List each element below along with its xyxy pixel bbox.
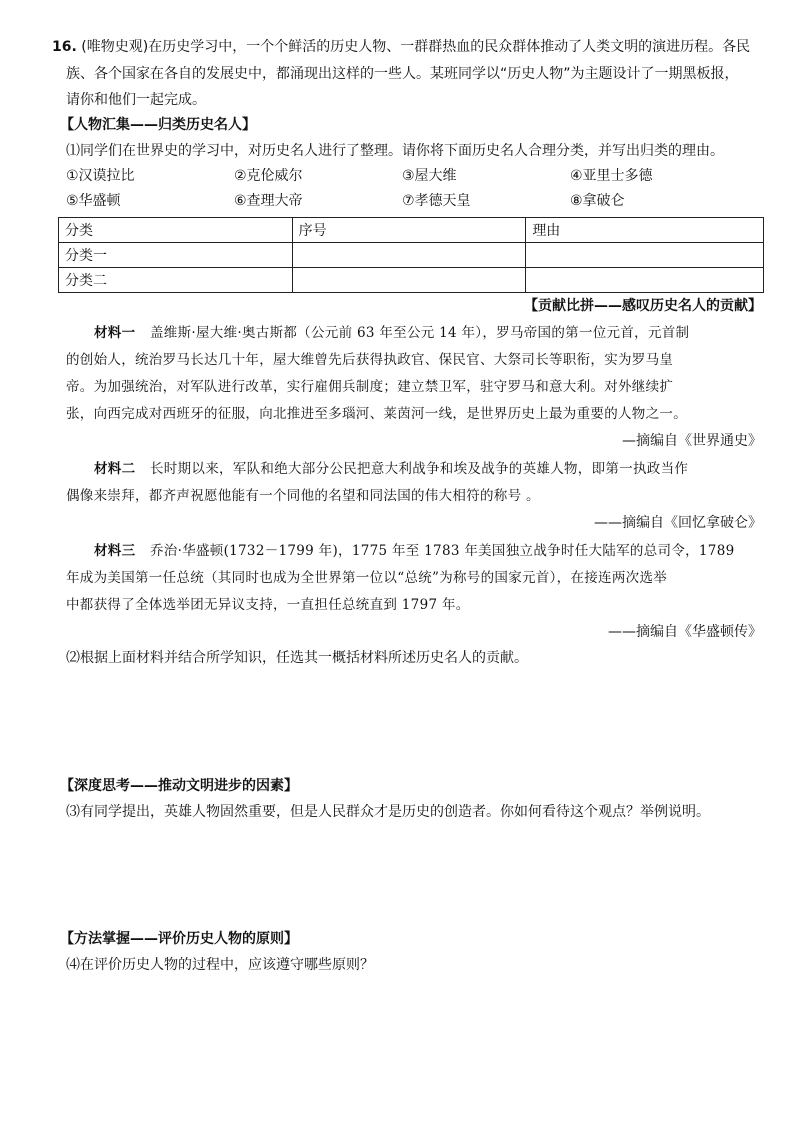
- section-heading-figures: 【人物汇集——归类历史名人】: [60, 117, 256, 133]
- answer-cell-numbers[interactable]: [292, 268, 526, 293]
- table-header-cell: 分类: [59, 218, 293, 243]
- question-intro-line-1: [52, 37, 750, 57]
- table-header-cell: 理由: [526, 218, 764, 243]
- material-3-source: ——摘编自《华盛顿传》: [608, 624, 762, 640]
- option-3: ③屋大维: [402, 168, 457, 184]
- material-1-line-1: [94, 323, 689, 343]
- answer-cell-reason[interactable]: [526, 268, 764, 293]
- table-cell-category: 分类一: [59, 243, 293, 268]
- classification-table: [58, 217, 764, 293]
- material-1-line-3: 帝。为加强统治，对军队进行改革，实行雇佣兵制度；建立禁卫军，驻守罗马和意大利。对外继续扩: [66, 379, 674, 395]
- table-cell-category: 分类二: [59, 268, 293, 293]
- question-4-text: ⑷在评价历史人物的过程中，应该遵守哪些原则？: [66, 957, 374, 973]
- answer-area-question-2[interactable]: [66, 672, 764, 772]
- material-3-label: 材料三: [94, 543, 136, 559]
- option-7: ⑦孝德天皇: [402, 193, 471, 209]
- option-6: ⑥查理大帝: [234, 193, 303, 209]
- question-intro-line-3: 请你和他们一起完成。: [66, 92, 206, 108]
- answer-cell-numbers[interactable]: [292, 243, 526, 268]
- option-2: ②克伦威尔: [234, 168, 303, 184]
- question-3-text: ⑶有同学提出，英雄人物固然重要，但是人民群众才是历史的创造者。你如何看待这个观点？举例说明。: [66, 804, 710, 820]
- material-1-line-2: 的创始人，统治罗马长达几十年，屋大维曾先后获得执政官、保民官、大祭司长等职衔，实为罗马皇: [66, 352, 674, 368]
- option-8: ⑧拿破仑: [570, 193, 625, 209]
- material-2-line-2: 偶像来崇拜，都齐声祝愿他能有一个同他的名望和同法国的伟大相符的称号 。: [66, 488, 540, 504]
- question-2-text: ⑵根据上面材料并结合所学知识，任选其一概括材料所述历史名人的贡献。: [66, 650, 528, 666]
- material-1-source: —摘编自《世界通史》: [622, 433, 762, 449]
- table-row: [59, 268, 764, 293]
- option-1: ①汉谟拉比: [66, 168, 135, 184]
- answer-area-question-4[interactable]: [66, 980, 764, 1100]
- option-5: ⑤华盛顿: [66, 193, 121, 209]
- material-2-text-1: 长时期以来，军队和绝大部分公民把意大利战争和埃及战争的英雄人物，即第一执政当作: [150, 461, 689, 477]
- answer-area-question-3[interactable]: [66, 826, 764, 926]
- question-intro-text-1: (唯物史观)在历史学习中，一个个鲜活的历史人物、一群群热血的民众群体推动了人类文明的演进历程。各民: [81, 39, 751, 55]
- material-2-label: 材料二: [94, 461, 136, 477]
- material-2-line-1: [94, 459, 688, 479]
- option-4: ④亚里士多德: [570, 168, 653, 184]
- question-1-text: ⑴同学们在世界史的学习中，对历史名人进行了整理。请你将下面历史名人合理分类，并写出归类的理由。: [66, 143, 724, 159]
- material-1-label: 材料一: [94, 325, 136, 341]
- table-header-cell: 序号: [292, 218, 526, 243]
- section-heading-principles: 【方法掌握——评价历史人物的原则】: [60, 931, 298, 947]
- table-row: [59, 243, 764, 268]
- material-1-line-4: 张，向西完成对西班牙的征服，向北推进至多瑙河、莱茵河一线，是世界历史上最为重要的人物之一。: [66, 406, 687, 422]
- section-heading-factors: 【深度思考——推动文明进步的因素】: [60, 778, 298, 794]
- table-header-row: [59, 218, 764, 243]
- answer-cell-reason[interactable]: [526, 243, 764, 268]
- material-3-line-3: 中都获得了全体选举团无异议支持，一直担任总统直到 1797 年。: [66, 597, 470, 613]
- material-3-line-1: [94, 541, 734, 561]
- material-3-line-2: 年成为美国第一任总统（其同时也成为全世界第一位以“总统”为称号的国家元首），在接连两次选举: [66, 570, 668, 586]
- question-intro-line-2: 族、各个国家在各自的发展史中，都涌现出这样的一些人。某班同学以“历史人物”为主题设计了一期黑板报，: [66, 66, 739, 82]
- question-number: 16.: [52, 39, 77, 55]
- material-3-text-1: 乔治·华盛顿(1732－1799 年)，1775 年至 1783 年美国独立战争时任大陆军的总司令，1789: [150, 543, 735, 559]
- section-heading-contributions: 【贡献比拼——感叹历史名人的贡献】: [524, 298, 762, 314]
- material-1-text-1: 盖维斯·屋大维·奥古斯都（公元前 63 年至公元 14 年），罗马帝国的第一位元首，元首制: [150, 325, 690, 341]
- material-2-source: ——摘编自《回忆拿破仑》: [594, 515, 762, 531]
